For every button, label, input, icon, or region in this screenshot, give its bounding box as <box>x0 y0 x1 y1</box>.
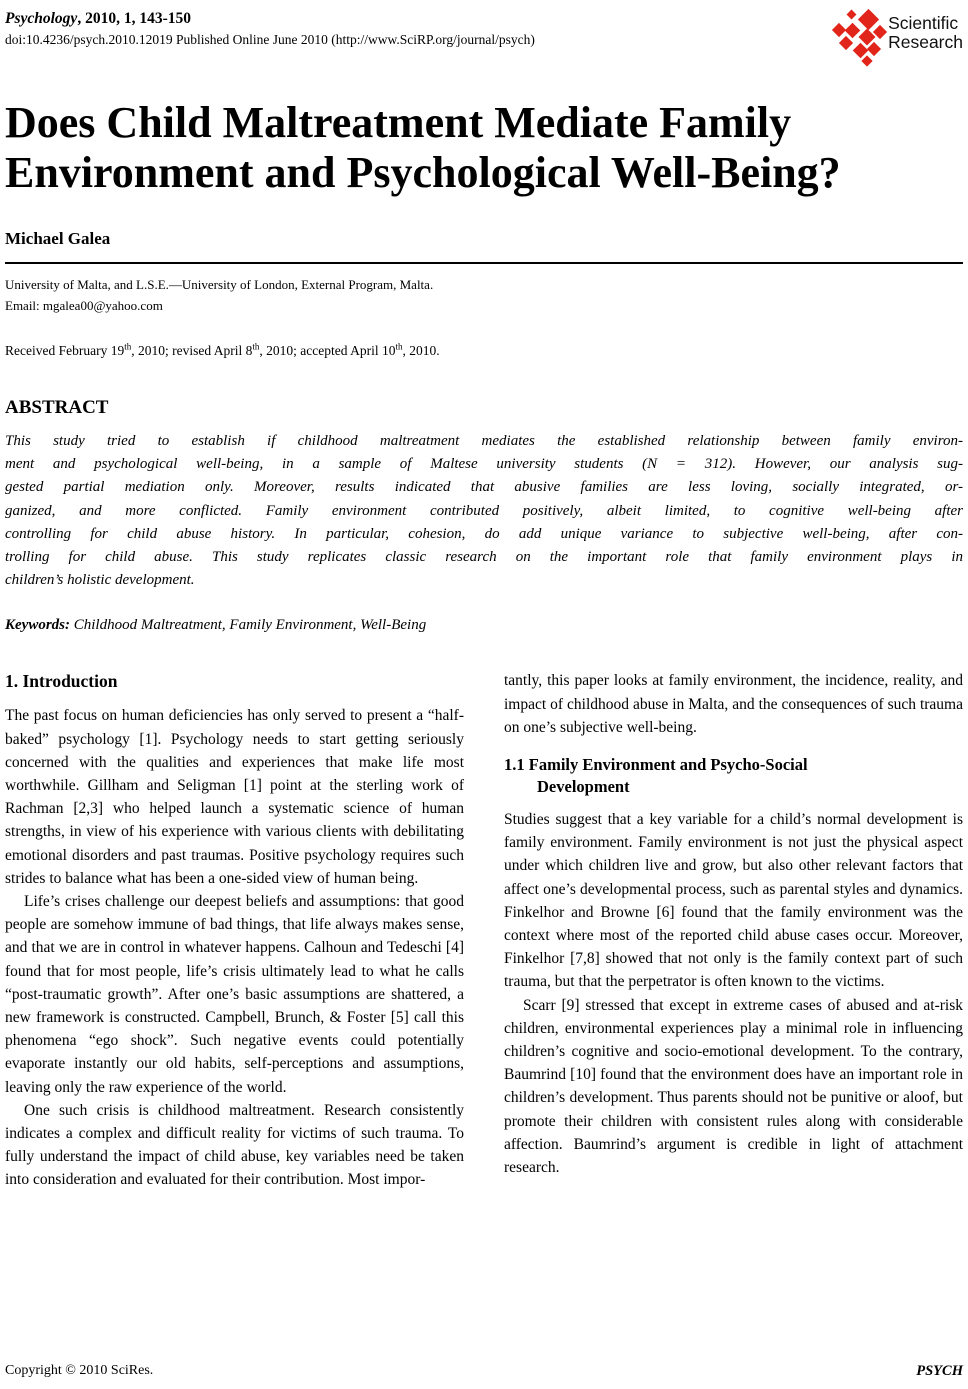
abstract-line: This study tried to establish if childhood maltreatment mediates the established relationship between family environ- <box>5 433 963 449</box>
logo-wordmark <box>888 14 963 52</box>
heading-line-1: 1.1 Family Environment and Psycho-Social <box>504 755 808 775</box>
right-column <box>504 669 963 1191</box>
page-footer <box>5 1361 963 1381</box>
ordinal-superscript: th <box>252 341 260 352</box>
abstract-line: children’s holistic development. <box>5 572 195 589</box>
scientific-research-logo <box>830 8 963 70</box>
abstract-line: trolling for child abuse. This study replicates classic research on the important role that family environment plays in <box>5 549 963 566</box>
journal-issue-pages: , 2010, 1, 143-150 <box>77 10 191 27</box>
logo-word-2: Research <box>888 32 963 52</box>
text-fragment: , 2010. <box>402 343 440 358</box>
abstract-text <box>5 430 963 592</box>
journal-name: Psychology <box>5 10 78 27</box>
diamond-cluster-icon <box>830 8 888 70</box>
paragraph: One such crisis is childhood maltreatment. Research consistently indicates a complex and difficult reality for victims of such trauma. To fully understand the impact of child abuse, key variables need be taken into consideration and evaluated for their contribution. Most impor- <box>5 1101 464 1189</box>
copyright-notice: Copyright © 2010 SciRes. <box>5 1363 154 1378</box>
paragraph: Scarr [9] stressed that except in extreme cases of abused and at-risk children, environmental experiences play a minimal role in influencing children’s cognitive and socio-emotional development. To the contrary, Baumrind [10] found that the environment does have an important role in children’s development. Thus parents should not be punitive or aloof, but promote their children with consistent rules along with considerable affection. Baumrind’s argument is credible in light of attachment research. <box>504 996 963 1177</box>
abstract-line: ganized, and more conflicted. Family environment contributed positively, albeit limited, to cognitive well-being after <box>5 502 963 519</box>
text-fragment: , 2010; revised April 8 <box>131 343 253 358</box>
abstract-line: controlling for child abuse history. In particular, cohesion, do add unique variance to subjective well-being, after con- <box>5 525 963 542</box>
text-fragment: Received February 19 <box>5 343 125 358</box>
doi-line: doi:10.4236/psych.2010.12019 Published Online June 2010 (http://www.SciRP.org/journal/psych) <box>5 32 535 47</box>
paragraph: The past focus on human deficiencies has only served to present a “half-baked” psychology [1]. Psychology needs to start getting seriously concerned with the qualities and experiences that make life most worthwhile. Gillham and Seligman [1] point at the sterling work of Rachman [2,3] who helped launch a systematic science of human strengths, in view of his experience with various clients with debilitating emotional disorders and past traumas. Positive psychology requires such strides to balance what has been a one-sided view of human being. <box>5 707 464 887</box>
affiliation-line: University of Malta, and L.S.E.—University of London, External Program, Malta. <box>5 277 434 292</box>
author-divider <box>5 262 963 264</box>
abstract-heading: ABSTRACT <box>5 397 109 418</box>
journal-citation-line <box>5 8 535 29</box>
keywords-line <box>5 614 963 637</box>
abstract-line: ment and psychological well-being, in a sample of Maltese university students (N = 312). However, our analysis sug- <box>5 456 963 473</box>
page-header <box>5 8 963 70</box>
ordinal-superscript: th <box>124 341 132 352</box>
logo-word-1: Scientific <box>888 13 959 33</box>
body-columns <box>5 669 963 1191</box>
heading-line-2: Development <box>537 777 630 797</box>
paragraph: Studies suggest that a key variable for a child’s normal development is family environment. Family environment is not just the physical aspect under which children live and grow, but also other relevant factors that affect one’s developmental process, such as parental styles and dynamics. Finkelhor and Browne [6] found that the family environment was the context where most of the reported child abuse cases occur. Moreover, Finkelhor [7,8] showed that not only is the family context part of such trauma, but that the perpetrator is often known to the victims. <box>504 811 963 991</box>
abstract-line: gested partial mediation only. Moreover, results indicated that abusive families are less loving, socially integrated, or- <box>5 479 963 496</box>
text-fragment: , 2010; accepted April 10 <box>259 343 396 358</box>
left-column <box>5 669 464 1191</box>
section-1-heading: 1. Introduction <box>5 671 118 692</box>
keywords-list: Childhood Maltreatment, Family Environment, Well-Being <box>70 617 427 634</box>
received-line <box>5 340 963 362</box>
header-citation-block <box>5 8 535 50</box>
paragraph: tantly, this paper looks at family environment, the incidence, reality, and impact of childhood abuse in Malta, and the consequences of such trauma on one’s subjective well-being. <box>504 672 963 736</box>
email-line: Email: mgalea00@yahoo.com <box>5 298 163 313</box>
keywords-label: Keywords: <box>5 617 70 634</box>
paragraph: Life’s crises challenge our deepest beliefs and assumptions: that good people are somehow immune of bad things, that life always makes sense, and that we are in control in whatever happens. Calhoun and Tedeschi [4] found that for most people, life’s crisis ultimately lead to what he calls “post-traumatic growth”. After one’s basic assumptions are shattered, a new framework is constructed. Campbell, Brunch, & Foster [5] call this phenomena “ego shock”. Such negative events could potentially evaporate instantly our old habits, self-perceptions and assumptions, leaving only the raw experience of the world. <box>5 893 464 1096</box>
author-name: Michael Galea <box>5 229 111 248</box>
journal-abbreviation: PSYCH <box>916 1363 963 1379</box>
ordinal-superscript: th <box>395 341 403 352</box>
paper-title: Does Child Maltreatment Mediate Family Environment and Psychological Well-Being? <box>5 98 841 197</box>
section-1-1-heading <box>504 754 963 798</box>
